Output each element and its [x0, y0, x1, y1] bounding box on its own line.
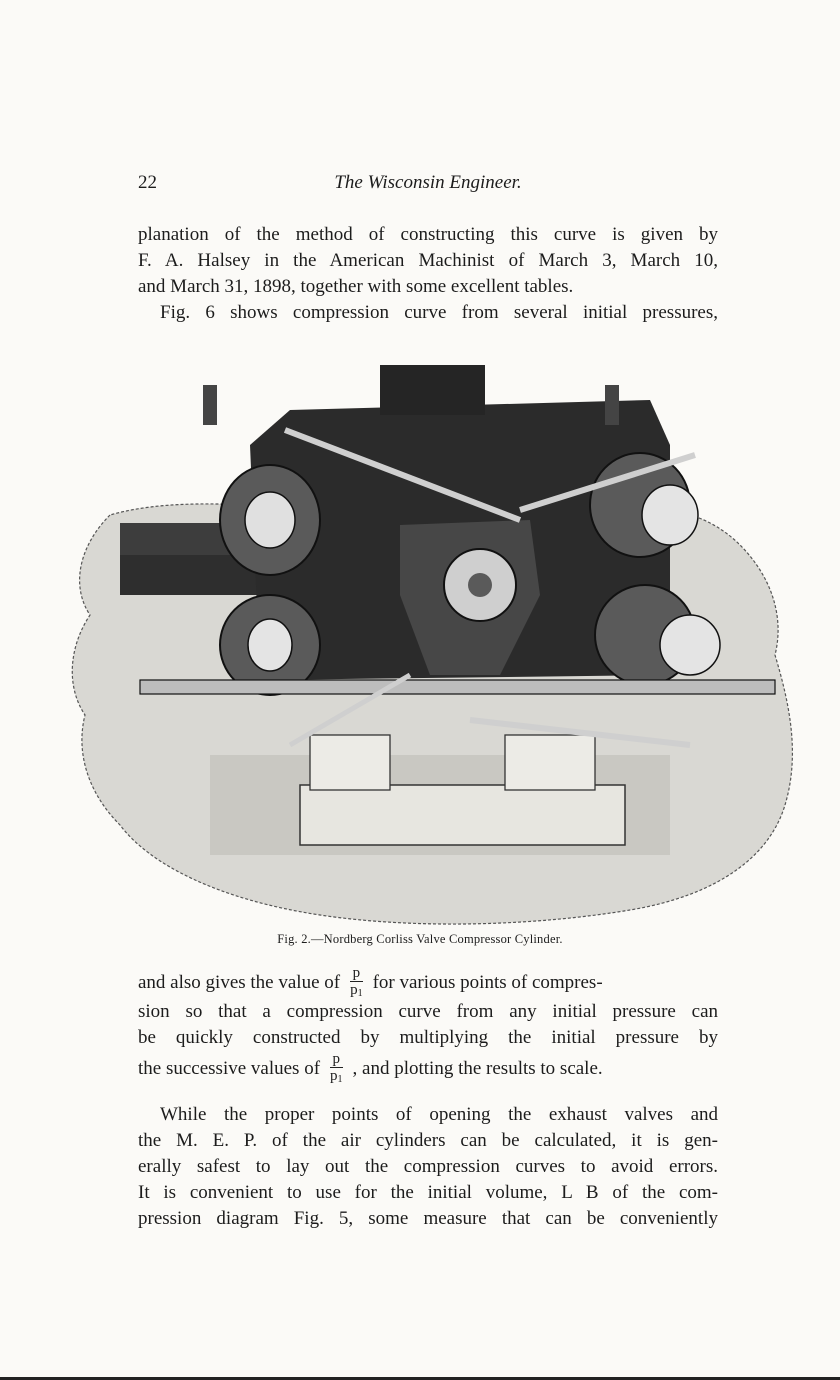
bottom-paragraph — [138, 965, 718, 1087]
text-line — [138, 1051, 718, 1087]
text-line: sion so that a compression curve from any initial pressure can — [138, 1001, 718, 1022]
fraction-denominator-letter: p — [350, 982, 358, 998]
last-paragraph — [138, 1102, 718, 1232]
text-line: While the proper points of opening the exhaust valves and — [160, 1104, 718, 1125]
text-line: and March 31, 1898, together with some excellent tables. — [138, 276, 574, 297]
top-paragraph — [138, 222, 718, 326]
compressor-cylinder-illustration — [70, 355, 800, 930]
page-number: 22 — [138, 172, 157, 193]
fraction-subscript: 1 — [337, 1074, 343, 1086]
text-fragment: for various points of compres- — [372, 971, 603, 993]
fraction-p-over-p1 — [350, 965, 363, 1002]
fraction-denominator-letter: p — [330, 1068, 338, 1085]
text-line: the M. E. P. of the air cylinders can be calculated, it is gen- — [138, 1130, 718, 1151]
text-line: It is convenient to use for the initial volume, L B of the com- — [138, 1182, 718, 1203]
fraction-p-over-p1 — [330, 1051, 343, 1088]
text-line: F. A. Halsey in the American Machinist of March 3, March 10, — [138, 250, 718, 271]
text-line — [138, 965, 718, 999]
fraction-subscript: 1 — [357, 988, 363, 999]
text-line: planation of the method of constructing this curve is given by — [138, 224, 718, 245]
text-line: Fig. 6 shows compression curve from several initial pressures, — [160, 302, 718, 323]
running-title: The Wisconsin Engineer. — [334, 172, 522, 193]
text-fragment: and also gives the value of — [138, 971, 341, 993]
text-line: pression diagram Fig. 5, some measure that can be conveniently — [138, 1208, 718, 1229]
text-fragment: the successive values of — [138, 1058, 321, 1079]
text-line: be quickly constructed by multiplying the initial pressure by — [138, 1027, 718, 1048]
fraction-numerator: p — [350, 965, 363, 982]
page-header — [138, 172, 718, 200]
fraction-denominator — [330, 1068, 343, 1088]
fraction-numerator: p — [330, 1051, 343, 1068]
text-fragment: , and plotting the results to scale. — [352, 1058, 603, 1079]
figure-caption: Fig. 2.—Nordberg Corliss Valve Compressor Cylinder. — [277, 932, 563, 946]
text-line: erally safest to lay out the compression curves to avoid errors. — [138, 1156, 718, 1177]
